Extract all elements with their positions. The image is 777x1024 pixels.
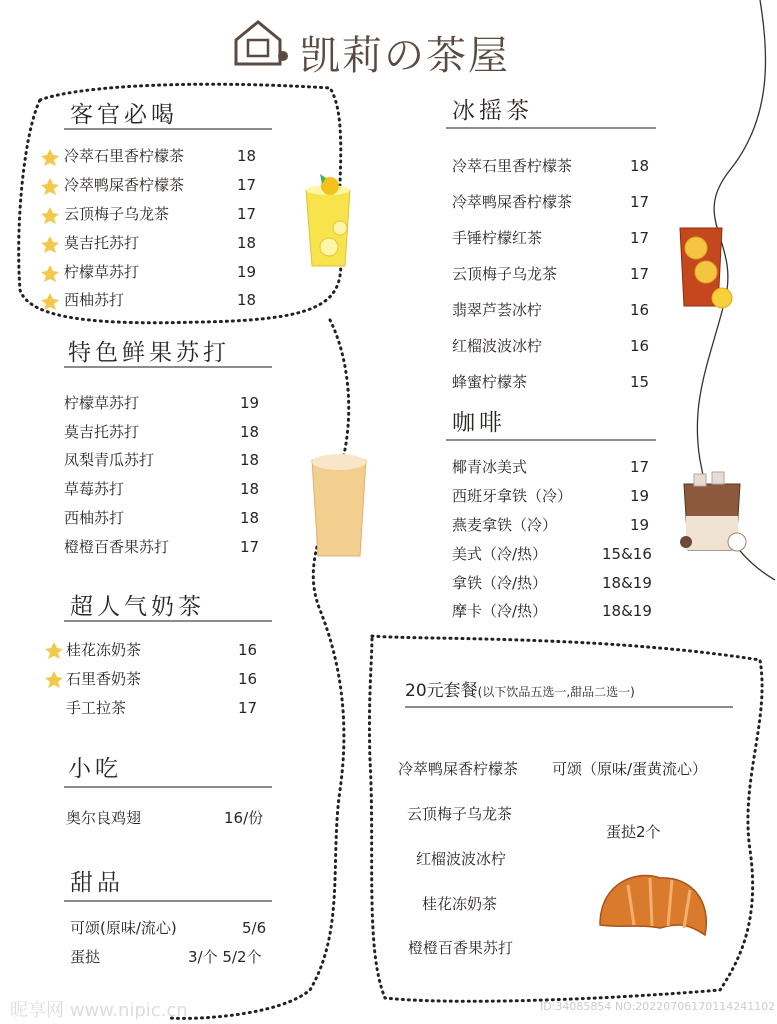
- lemon-tea-image: [680, 228, 732, 308]
- list-item: 柠檬草苏打 19: [64, 263, 257, 281]
- combo-drink-item: 橙橙百香果苏打: [408, 939, 514, 957]
- list-item: 凤梨青瓜苏打 18: [64, 451, 260, 469]
- list-item: 莫吉托苏打 18: [64, 234, 257, 252]
- shop-title: 凯莉の茶屋: [300, 33, 510, 79]
- list-item: 云顶梅子乌龙茶 17: [452, 265, 650, 283]
- list-item: 美式（冷/热） 15&16: [452, 545, 652, 563]
- combo-drink-item: 冷萃鸭屎香柠檬茶: [398, 760, 519, 778]
- combo-subtitle: (以下饮品五选一,甜品二选一): [477, 685, 635, 699]
- list-item: 草莓苏打 18: [64, 480, 260, 498]
- croissant-image: [600, 875, 706, 935]
- combo-drink-item: 云顶梅子乌龙茶: [407, 805, 513, 823]
- list-item: 云顶梅子乌龙茶 17: [64, 205, 257, 223]
- list-item: 椰青冰美式 17: [452, 458, 650, 476]
- list-item: 奥尔良鸡翅 16/份: [66, 809, 264, 827]
- list-item: 西班牙拿铁（冷） 19: [452, 487, 650, 505]
- rule-milk-tea: [64, 620, 272, 622]
- lemon-drink-image: [306, 174, 350, 266]
- watermark-left: 昵享网 www.nipic.cn: [10, 1000, 188, 1021]
- section-title-coffee: 咖啡: [452, 410, 506, 436]
- combo-dessert-item: 蛋挞2个: [606, 823, 661, 841]
- list-item: 翡翠芦荟冰柠 16: [452, 301, 650, 319]
- rule-combo: [405, 706, 733, 708]
- list-item: 摩卡（冷/热） 18&19: [452, 602, 652, 620]
- section-title-snacks: 小吃: [68, 756, 122, 782]
- watermark-right: ID:34085854 NO:20220706170114241102: [540, 1000, 776, 1013]
- list-item: 柠檬草苏打 19: [64, 394, 260, 412]
- section-title-iced-tea: 冰摇茶: [452, 98, 533, 124]
- rule-snacks: [64, 786, 272, 788]
- rule-fruit-soda: [64, 366, 272, 368]
- list-item: 冷萃鸭屎香柠檬茶 17: [64, 176, 257, 194]
- section-title-desserts: 甜品: [70, 870, 124, 896]
- list-item: 冷萃石里香柠檬茶 18: [64, 147, 257, 165]
- rule-iced-tea: [446, 127, 656, 129]
- list-item: 桂花冻奶茶 16: [66, 641, 258, 659]
- list-item: 蜂蜜柠檬茶 15: [452, 373, 650, 391]
- list-item: 手锤柠檬红茶 17: [452, 229, 650, 247]
- list-item: 莫吉托苏打 18: [64, 423, 260, 441]
- combo-drink-item: 红榴波波冰柠: [416, 850, 507, 868]
- combo-heading: [405, 676, 635, 701]
- list-item: 冷萃石里香柠檬茶 18: [452, 157, 650, 175]
- rule-coffee: [446, 439, 656, 441]
- combo-title: 20元套餐: [405, 681, 478, 701]
- section-title-milk-tea: 超人气奶茶: [70, 594, 205, 620]
- star-icons: [41, 149, 63, 688]
- rule-recommended: [64, 128, 272, 130]
- list-item: 可颂(原味/流心) 5/6: [70, 919, 267, 937]
- list-item: 橙橙百香果苏打 17: [64, 538, 260, 556]
- list-item: 红榴波波冰柠 16: [452, 337, 650, 355]
- list-item: 西柚苏打 18: [64, 509, 260, 527]
- section-title-recommended: 客官必喝: [70, 102, 178, 128]
- list-item: 西柚苏打 18: [64, 291, 257, 309]
- list-item: 燕麦拿铁（冷） 19: [452, 516, 650, 534]
- combo-dessert-item: 可颂（原味/蛋黄流心）: [552, 760, 708, 778]
- logo-house-icon: [236, 22, 288, 64]
- list-item: 拿铁（冷/热） 18&19: [452, 574, 652, 592]
- list-item: 手工拉茶 17: [66, 699, 258, 717]
- list-item: 蛋挞 3/个 5/2个: [70, 948, 262, 966]
- list-item: 冷萃鸭屎香柠檬茶 17: [452, 193, 650, 211]
- orange-soda-image: [312, 454, 366, 556]
- rule-desserts: [64, 900, 272, 902]
- iced-coffee-image: [680, 472, 746, 551]
- section-title-fruit-soda: 特色鲜果苏打: [68, 340, 230, 366]
- combo-drink-item: 桂花冻奶茶: [422, 895, 498, 913]
- list-item: 石里香奶茶 16: [66, 670, 258, 688]
